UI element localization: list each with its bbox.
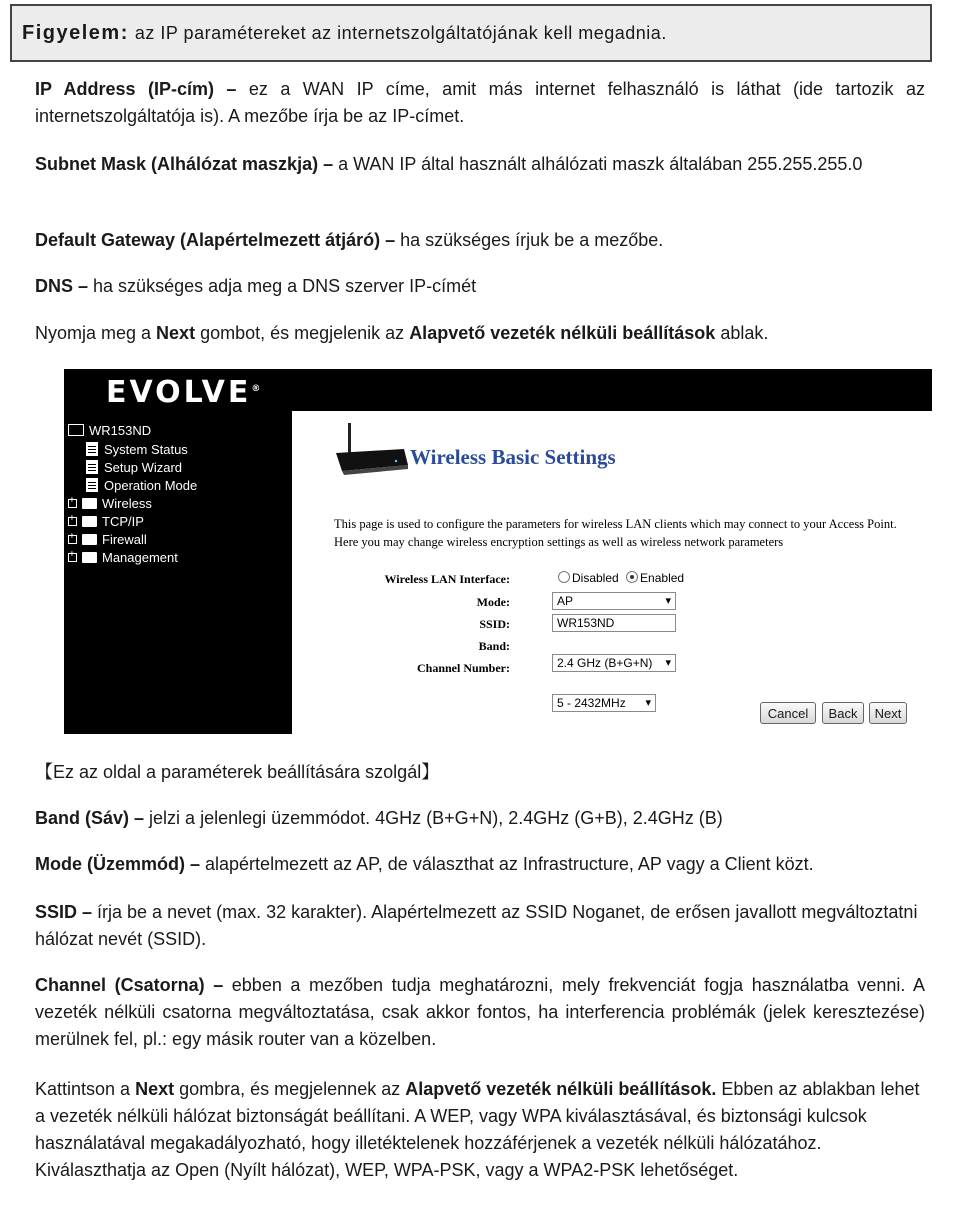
dns-paragraph (35, 273, 925, 300)
band-text: jelzi a jelenlegi üzemmódot. 4GHz (B+G+N), 2.4GHz (G+B), 2.4GHz (B) (149, 808, 723, 828)
mode-term: Mode (Üzemmód) (35, 854, 185, 874)
notice-lead: Figyelem: (22, 21, 129, 44)
closing-bold-settings: Alapvető vezeték nélküli beállítások. (405, 1079, 717, 1099)
interface-radio-group (558, 571, 684, 585)
tree-root[interactable] (68, 421, 151, 439)
tree-item-setup-wizard[interactable] (86, 458, 182, 476)
brand-banner (64, 369, 932, 411)
router-screenshot (64, 369, 932, 734)
notice-text: az IP paramétereket az internetszolgáltatójának kell megadnia. (134, 22, 667, 43)
ssid-term: SSID (35, 902, 78, 922)
channel-dash: – (204, 975, 232, 995)
nav-tree (64, 411, 292, 734)
band-value: 2.4 GHz (B+G+N) (557, 656, 653, 670)
brand-logo (106, 375, 260, 410)
tree-folder-management[interactable] (68, 548, 178, 566)
band-paragraph (35, 805, 925, 832)
band-term: Band (Sáv) (35, 808, 130, 828)
tree-folder-wireless[interactable] (68, 494, 152, 512)
folder-icon (82, 534, 97, 545)
mode-select[interactable] (552, 592, 676, 610)
page-icon (86, 442, 98, 456)
subnet-term: Subnet Mask (Alhálózat maszkja) (35, 154, 319, 174)
mode-dash: – (185, 854, 206, 874)
next-button[interactable]: Next (869, 702, 907, 724)
mode-label: Mode: (476, 595, 510, 609)
next-text-c: gombot, és megjelenik az (195, 323, 410, 343)
expand-icon[interactable] (68, 499, 77, 508)
ssid-text: írja be a nevet (max. 32 karakter). Alapértelmezett az SSID Noganet, de erősen javallott megváltoztatni hálózat nevét (SSID). (35, 902, 918, 949)
notice-box (10, 4, 932, 62)
tree-folder-label: TCP/IP (102, 513, 144, 529)
ssid-paragraph (35, 899, 925, 953)
ssid-dash: – (77, 902, 98, 922)
subnet-text: a WAN IP által használt alhálózati maszk általában 255.255.255.0 (338, 154, 863, 174)
tree-folder-tcpip[interactable] (68, 512, 144, 530)
ip-term: IP Address (IP-cím) (35, 79, 214, 99)
settings-form (332, 567, 932, 710)
tree-folder-label: Management (102, 549, 178, 565)
closing-text-a: Kattintson a (35, 1079, 136, 1099)
computer-icon (68, 424, 84, 436)
next-bold-next: Next (156, 323, 196, 343)
channel-term: Channel (Csatorna) (35, 975, 205, 995)
enabled-radio[interactable] (626, 571, 638, 583)
enabled-label: Enabled (640, 571, 685, 585)
back-button[interactable]: Back (822, 702, 864, 724)
cancel-button[interactable]: Cancel (760, 702, 816, 724)
next-instruction (35, 320, 925, 347)
disabled-label: Disabled (572, 571, 619, 585)
folder-icon (82, 552, 97, 563)
mode-value: AP (557, 594, 574, 608)
tree-item-label: Operation Mode (104, 477, 198, 493)
dns-text: ha szükséges adja meg a DNS szerver IP-címét (93, 276, 477, 296)
channel-select[interactable] (552, 694, 656, 712)
brand-mark: ® (251, 384, 261, 394)
page-icon (86, 478, 98, 492)
next-text-e: ablak. (715, 323, 769, 343)
next-bold-settings: Alapvető vezeték nélküli beállítások (409, 323, 716, 343)
closing-paragraph (35, 1076, 925, 1184)
expand-icon[interactable] (68, 517, 77, 526)
dns-dash: – (73, 276, 94, 296)
ip-address-paragraph (35, 76, 925, 130)
tree-folder-firewall[interactable] (68, 530, 147, 548)
next-text-a: Nyomja meg a (35, 323, 157, 343)
mode-text: alapértelmezett az AP, de választhat az Infrastructure, AP vagy a Client közt. (205, 854, 814, 874)
band-dash: – (129, 808, 150, 828)
router-icon (334, 421, 410, 477)
mode-paragraph (35, 851, 925, 878)
gateway-term: Default Gateway (Alapértelmezett átjáró) (35, 230, 381, 250)
tree-folder-label: Firewall (102, 531, 147, 547)
gateway-text: ha szükséges írjuk be a mezőbe. (400, 230, 664, 250)
ip-dash: – (213, 79, 249, 99)
ssid-value: WR153ND (557, 616, 615, 630)
gateway-dash: – (380, 230, 401, 250)
ssid-label: SSID: (479, 617, 510, 631)
dns-term: DNS (35, 276, 74, 296)
subnet-paragraph (35, 151, 925, 178)
subnet-dash: – (318, 154, 339, 174)
tree-item-label: System Status (104, 441, 188, 457)
page-title: Wireless Basic Settings (410, 445, 616, 469)
tree-folder-label: Wireless (102, 495, 152, 511)
page-description: This page is used to configure the parameters for wireless LAN clients which may connect to your Access Point. Here you may change wireless encryption settings as well as wireless network parameters (334, 517, 897, 549)
band-select[interactable] (552, 654, 676, 672)
tree-item-operation-mode[interactable] (86, 476, 197, 494)
ssid-input[interactable] (552, 614, 676, 632)
tree-item-system-status[interactable] (86, 440, 188, 458)
disabled-radio[interactable] (558, 571, 570, 583)
closing-bold-next: Next (135, 1079, 175, 1099)
folder-icon (82, 516, 97, 527)
interface-label: Wireless LAN Interface: (384, 572, 510, 586)
ip-text: ez a WAN IP címe, amit más internet felhasználó is láthat (ide tartozik az internetszolgáltatója is). A mezőbe írja be az IP-címet. (35, 79, 925, 126)
closing-text-c: gombra, és megjelennek az (174, 1079, 406, 1099)
page-icon (86, 460, 98, 474)
channel-label: Channel Number: (416, 661, 510, 675)
tree-item-label: Setup Wizard (104, 459, 183, 475)
tree-root-label: WR153ND (89, 422, 152, 438)
expand-icon[interactable] (68, 553, 77, 562)
brand-name: EVOLVE (106, 375, 252, 410)
channel-text: ebben a mezőben tudja meghatározni, mely frekvenciát fogja használatba venni. A vezeték nélküli csatorna megváltoztatása, csak akkor fontos, ha interferencia problémák (jelek keresztezése) merülnek fel, pl.: egy másik router van a közelben. (35, 975, 925, 1049)
channel-value: 5 - 2432MHz (557, 696, 626, 710)
band-label: Band: (478, 639, 510, 653)
folder-icon (82, 498, 97, 509)
channel-paragraph (35, 972, 925, 1053)
gateway-paragraph (35, 227, 925, 254)
figure-caption: 【Ez az oldal a paraméterek beállítására szolgál】 (35, 762, 440, 782)
closing-text-e: Ebben az ablakban lehet a vezeték nélküli hálózat biztonságát beállítani. A WEP, vagy WPA kiválasztásával, és biztonsági kulcsok használatával megakadályozható, hogy illetéktelenek hozzáférjenek a vezeték nélküli hálózatához. Kiválaszthatja az Open (Nyílt hálózat), WEP, WPA-PSK, vagy a WPA2-PSK lehetőséget. (35, 1079, 920, 1180)
expand-icon[interactable] (68, 535, 77, 544)
